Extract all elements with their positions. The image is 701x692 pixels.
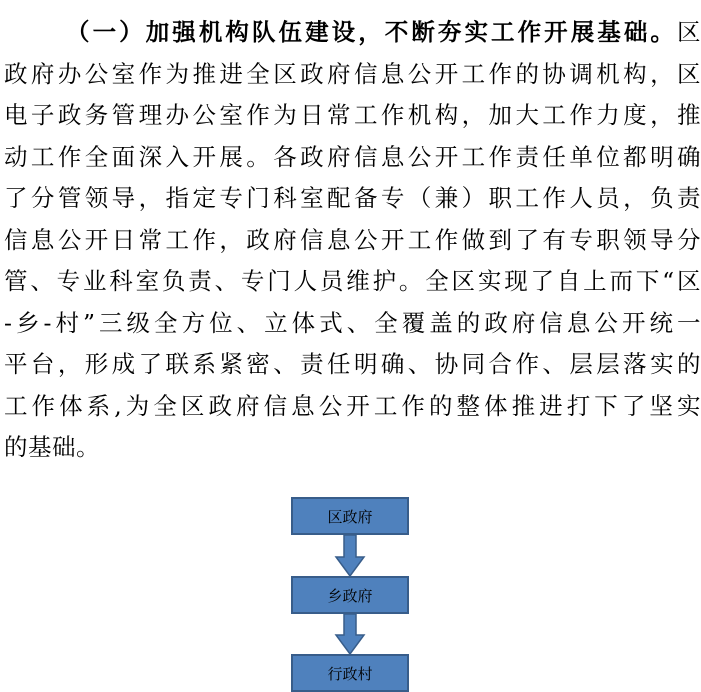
flow-box-label: 区政府 bbox=[327, 507, 373, 526]
flow-box-label: 行政村 bbox=[327, 664, 373, 683]
flow-box-township-government bbox=[291, 576, 409, 614]
body-paragraph bbox=[4, 12, 701, 469]
flow-box-district-government bbox=[291, 497, 409, 535]
down-arrow-icon bbox=[330, 535, 370, 576]
paragraph-line-7: 管、专业科室负责、专门人员维护。全区实现了自上而下“区 bbox=[4, 267, 701, 295]
paragraph-line-3: 电子政务管理办公室作为日常工作机构，加大工作力度，推 bbox=[4, 101, 701, 129]
paragraph-text: 区 bbox=[677, 18, 701, 46]
paragraph-line-4: 动工作全面深入开展。各政府信息公开工作责任单位都明确 bbox=[4, 142, 701, 171]
section-heading: （一）加强机构队伍建设，不断夯实工作开展基础。 bbox=[66, 18, 677, 46]
paragraph-line-8: -乡-村”三级全方位、立体式、全覆盖的政府信息公开统一 bbox=[4, 308, 701, 337]
flow-box-administrative-village bbox=[291, 654, 409, 692]
paragraph-line-6: 信息公开日常工作，政府信息公开工作做到了有专职领导分 bbox=[4, 225, 701, 254]
paragraph-line-5: 了分管领导，指定专门科室配备专（兼）职工作人员，负责 bbox=[4, 184, 701, 212]
paragraph-line-11: 的基础。 bbox=[4, 433, 100, 461]
flow-box-label: 乡政府 bbox=[327, 586, 373, 605]
down-arrow-icon bbox=[330, 614, 370, 654]
paragraph-line-1 bbox=[4, 12, 701, 54]
paragraph-line-9: 平台，形成了联系紧密、责任明确、协同合作、层层落实的 bbox=[4, 350, 701, 378]
paragraph-line-2: 政府办公室作为推进全区政府信息公开工作的协调机构，区 bbox=[4, 59, 701, 88]
paragraph-line-10: 工作体系,为全区政府信息公开工作的整体推进打下了坚实 bbox=[4, 391, 701, 420]
